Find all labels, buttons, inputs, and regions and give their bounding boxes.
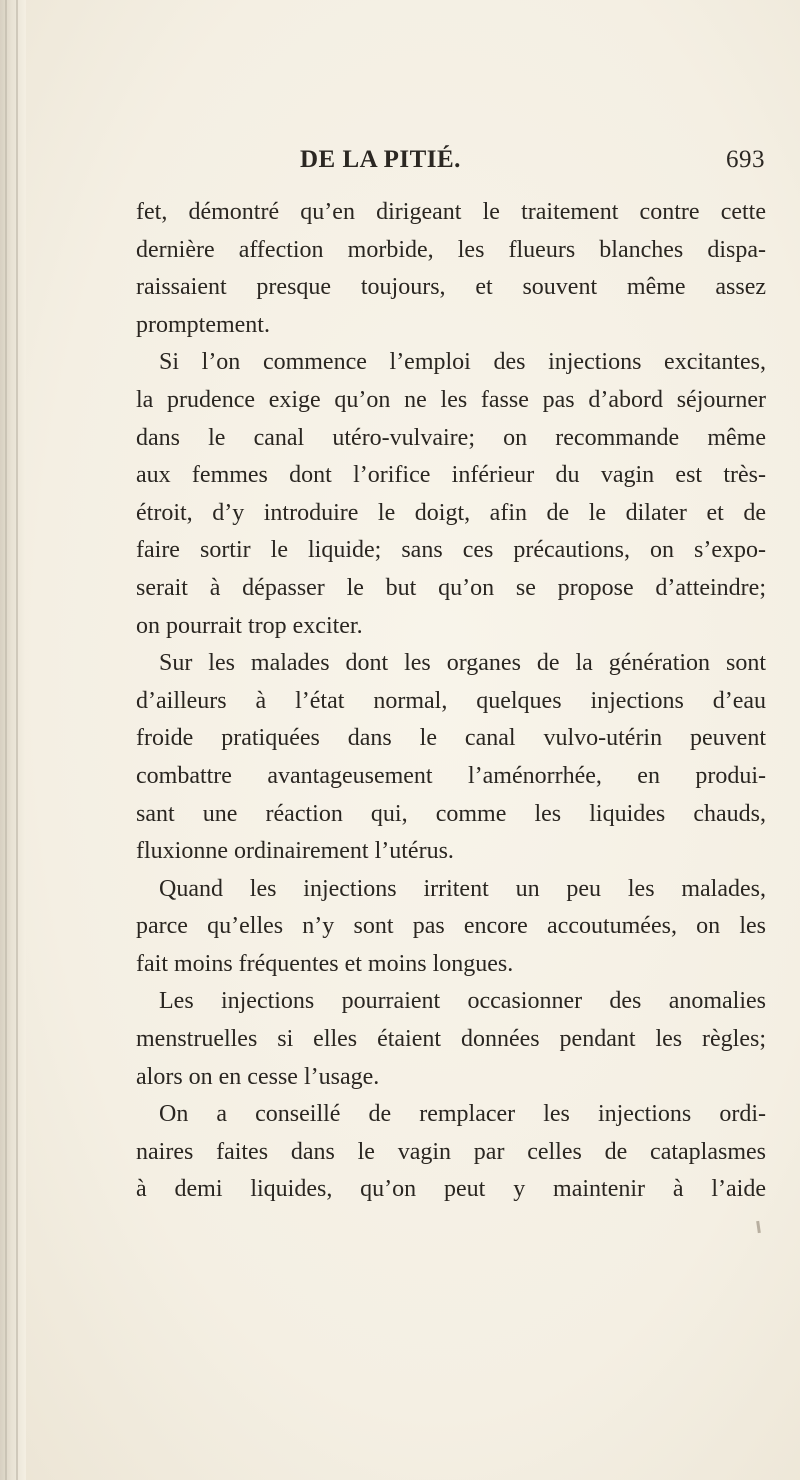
page-edge-line [5, 0, 7, 1480]
text-line: faire sortir le liquide; sans ces précautions, on s’expo- [136, 537, 766, 564]
text-line: fluxionne ordinairement l’utérus. [136, 838, 454, 865]
text-line: Sur les malades dont les organes de la génération sont [159, 650, 766, 677]
text-line: On a conseillé de remplacer les injections ordi- [159, 1101, 766, 1128]
print-mark [756, 1221, 761, 1233]
text-line: Quand les injections irritent un peu les malades, [159, 875, 766, 902]
text-line: la prudence exige qu’on ne les fasse pas d’abord séjourner [136, 386, 766, 413]
text-line: naires faites dans le vagin par celles de cataplasmes [136, 1138, 766, 1165]
text-line: Si l’on commence l’emploi des injections excitantes, [159, 349, 766, 376]
running-head: DE LA PITIÉ. [300, 146, 461, 173]
binding-shadow [0, 0, 26, 1480]
text-line: raissaient presque toujours, et souvent même assez [136, 274, 766, 301]
text-line: aux femmes dont l’orifice inférieur du vagin est très- [136, 462, 766, 489]
page-number: 693 [726, 146, 765, 173]
text-line: d’ailleurs à l’état normal, quelques injections d’eau [136, 687, 766, 714]
text-line: fet, démontré qu’en dirigeant le traitement contre cette [136, 199, 766, 225]
text-line: froide pratiquées dans le canal vulvo-utérin peuvent [136, 725, 766, 752]
text-line: dernière affection morbide, les flueurs blanches dispa- [136, 236, 766, 263]
text-line: étroit, d’y introduire le doigt, afin de le dilater et de [136, 499, 766, 526]
text-line: Les injections pourraient occasionner des anomalies [159, 988, 766, 1015]
text-line: parce qu’elles n’y sont pas encore accoutumées, on les [136, 913, 766, 940]
text-line: serait à dépasser le but qu’on se propose d’atteindre; [136, 574, 766, 601]
text-line: alors on en cesse l’usage. [136, 1063, 380, 1090]
page-header [300, 146, 765, 182]
body-text [136, 194, 766, 1209]
text-line: dans le canal utéro-vulvaire; on recommande même [136, 424, 766, 451]
text-line: menstruelles si elles étaient données pendant les règles; [136, 1026, 766, 1053]
text-line: on pourrait trop exciter. [136, 612, 363, 639]
text-line: à demi liquides, qu’on peut y maintenir à l’aide [136, 1176, 766, 1203]
text-line: promptement. [136, 311, 270, 338]
page-edge-line [16, 0, 18, 1480]
text-line: combattre avantageusement l’aménorrhée, en produi- [136, 762, 766, 789]
text-line: sant une réaction qui, comme les liquides chauds, [136, 800, 766, 827]
text-line: fait moins fréquentes et moins longues. [136, 950, 514, 977]
